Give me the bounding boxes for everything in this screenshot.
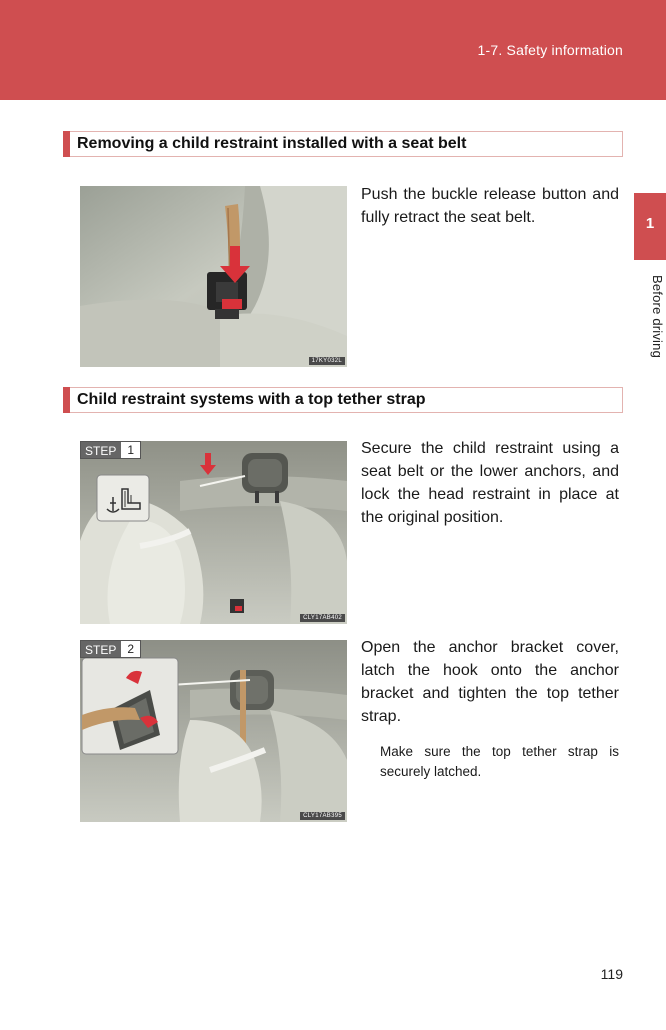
section-heading-title: Removing a child restraint installed with a seat belt [77,135,467,152]
section-heading-top-tether [63,387,623,413]
section-heading-removing [63,131,623,157]
step-number: 2 [127,642,135,656]
section-heading-accent [63,131,70,157]
step-word: STEP [81,641,121,657]
chapter-tab-number: 1 [645,215,655,232]
step1-instruction: Secure the child restraint using a seat belt or the lower anchors, and lock the head restraint in place at the original position. [361,440,619,526]
step-word: STEP [81,442,121,458]
removing-instruction: Push the buckle release button and fully retract the seat belt. [361,186,619,226]
step2-instruction: Open the anchor bracket cover, latch the hook onto the anchor bracket and tighten the top tether strap. [361,639,619,725]
chapter-tab [634,193,666,260]
step2-illustration [80,640,347,822]
step-number: 1 [127,443,135,457]
image-code: CLY17AB402 [300,614,345,622]
chapter-section-title: 1-7. Safety information [477,42,623,58]
page-header [0,0,666,100]
page-number: 119 [600,966,623,982]
step2-note: Make sure the top tether strap is securely latched. [380,744,619,779]
chapter-tab-label: Before driving [650,275,665,359]
image-code: 17KY032L [309,357,345,365]
section-heading-accent [63,387,70,413]
step-1-label [80,441,141,459]
section-heading-title: Child restraint systems with a top tether strap [77,391,426,408]
buckle-release-illustration [80,186,347,367]
step1-illustration [80,441,347,624]
image-code: CLY17AB395 [300,812,345,820]
step-2-label [80,640,141,658]
